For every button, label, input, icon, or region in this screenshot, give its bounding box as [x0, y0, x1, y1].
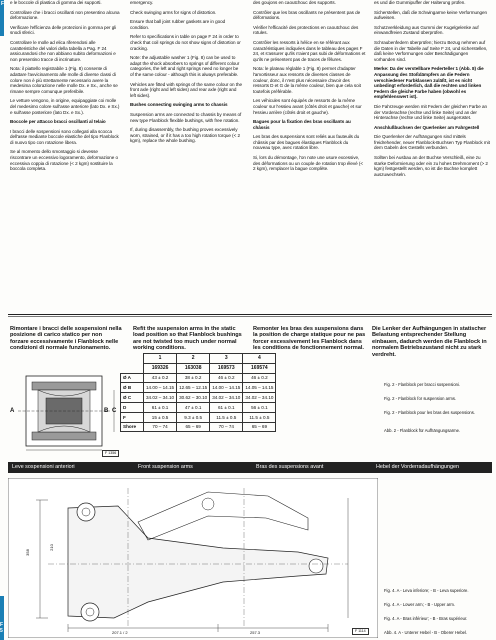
table-col-number: 2	[177, 354, 210, 364]
table-cell: 11.5 ± 0.5	[243, 412, 276, 422]
paragraph: Merke: Da der verstellbare Federteller 1 (Abb. 8) die Anpassung des Stoßdämpfers an die Federn verschiedener Farbklassen zuläßt, ist es nicht unbedingt erforderlich, daß die rechten und linken Federn die gleiche Farbe haben (obwohl es empfehlenswert ist).	[374, 66, 484, 100]
section-heading: Anschlußbuchsen der Querlenker am Fahrgestell	[374, 124, 480, 130]
paragraph: Verificare l'efficienza delle protezioni in gomma per gli snodi sferici.	[10, 24, 117, 36]
paragraph: Sollten bei Ausbau an der Buchse Verschleiß, eine zu starke Deformierung oder ein zu hohes Drehmoment (> 2 kgm) festgestellt werden, so ist die Buchse komplett auszuwechseln.	[374, 155, 488, 177]
paragraph: Suspension arms are connected to chassis by means of new type Flanblock flexible bushings, with free rotation.	[130, 111, 242, 123]
figure-caption: Fig. 2 - Flanblock for suspension arms.	[384, 396, 457, 401]
dim-left: 358	[24, 549, 30, 556]
paragraph: Ensure that ball joint rubber gaskets are in good condition.	[130, 19, 226, 30]
table-code-row	[121, 363, 276, 373]
table-row	[121, 402, 276, 412]
table-cell: 65 – 69	[177, 422, 210, 432]
table-cell: 70 – 74	[210, 422, 243, 432]
table-cell: 46 ± 0.2	[210, 373, 243, 383]
paragraph: Schutzverkleidung aus Gummi der Kugelgelenke auf einwandfreien Zustand überprüfen.	[374, 24, 479, 36]
table-row	[121, 412, 276, 422]
dim-bottom-2: 257.3	[250, 630, 261, 635]
table-cell: 12.65 – 12.15	[177, 383, 210, 393]
table-cell: 43 ± 0.2	[144, 373, 177, 383]
table-col-code: 169574	[243, 363, 276, 373]
paragraph: Si, lors du démontage, l'on note une usure excessive, des déformations ou un couple de rotation trop élevé (< 2 kgm), remplacer la bague complète.	[253, 155, 363, 172]
table-cell: 15 ± 0.5	[144, 412, 177, 422]
figure-tag: F 1114	[352, 628, 369, 635]
bar-title-german: Hebel der Vorderradaufhängungen	[376, 464, 460, 470]
table-col-code: 163038	[177, 363, 210, 373]
table-cell: 34.02 – 34.10	[243, 393, 276, 403]
section-heading: Bagues pour la fixation des bras oscillants au châssis	[253, 119, 351, 130]
mid-title-english: Refit the suspension arms in the static load position so that Flanblock bushings are not twisted too much under normal working conditions.	[133, 326, 242, 352]
bar-title-italian: Leve sospensioni anteriori	[12, 464, 75, 470]
table-row	[121, 373, 276, 383]
paragraph: Note: the adjustable washer 1 (Fig. 8) can be used to adapt the shock absorbers to springs of different colour categories, the left and right springs need no longer be of the same colour - although this is always preferable.	[130, 55, 240, 77]
table-cell: 56 ± 0.1	[243, 402, 276, 412]
paragraph: Vehicles are fitted with springs of the same colour on the front axle (right and left sides) and rear axle (right and left sides).	[130, 81, 243, 98]
table-row	[121, 393, 276, 403]
figure-caption: Abb. 4. A - Unterer Hebel - B - Oberer Hebel.	[384, 630, 468, 635]
page-divider	[8, 314, 492, 315]
column-german	[374, 0, 490, 181]
column-french	[253, 0, 366, 176]
table-cell: 47 ± 0.1	[177, 402, 210, 412]
table-row	[121, 383, 276, 393]
paragraph: Les bras des suspensions sont reliés aux fauteuils du châssis par des bagues élastiques Flanblock du nouveau type, avec rotation libre.	[253, 134, 360, 151]
section-title-bar	[8, 462, 492, 473]
mid-title-french: Remonter les bras des suspensions dans la position de charge statique pour ne pas forcer excessivement les Flanblock dans les conditions de fonctionnement normal.	[253, 326, 366, 352]
table-cell: 65 – 69	[243, 422, 276, 432]
paragraph: If, during disassembly, the bushing proves excessively worn, strained, or if it has a too high rotation torque (< 2 kgm), replace the whole bushing.	[130, 127, 240, 144]
table-row	[121, 422, 276, 432]
table-cell: 30.62 – 30.10	[177, 393, 210, 403]
label-b: B	[104, 408, 109, 414]
figure-caption: Fig. 2 - Flanblock pour les bras des suspensions.	[384, 410, 476, 415]
table-row-label: F	[121, 412, 144, 422]
figure-tag: F 1356	[102, 450, 119, 457]
paragraph: e le boccole di plastica di gomma dei supporti.	[10, 0, 102, 5]
table-row-label: Ø A	[121, 373, 144, 383]
mid-title-german: Die Lenker der Aufhängungen in statischer Belastung entsprechender Stellung einbauen, dadurch werden die Flanblock in normalem Betriebszustand nicht zu stark verdreht.	[372, 326, 487, 358]
paragraph: Contrôler les ressorts à hélice en se référant aux caractéristiques indiquées dans le tableau des pages F 24, et s'assurer qu'ils n'aient pas subi de déformations et qu'ils ne présentent pas de traces de fêlures.	[253, 39, 366, 62]
table-cell: 70 – 74	[144, 422, 177, 432]
paragraph: Controllare le molle ad elica riferendosi alle caratteristiche del valori della tabella a Pag. F 24 assicurandosi che non abbiano subito deformazioni e non presentino tracce di incrinature.	[10, 39, 116, 62]
dim-height: 210	[48, 544, 54, 551]
table-row-label: Ø B	[121, 383, 144, 393]
table-cell: 14.00 – 14.15	[210, 383, 243, 393]
paragraph: Controllare che i bracci oscillanti non presentino alcuna deformazione.	[10, 9, 120, 21]
label-a: A	[10, 408, 15, 414]
table-col-code: 169573	[210, 363, 243, 373]
table-cell: 14.05 – 14.15	[243, 383, 276, 393]
figure-caption: Fig. 2 - Flanblock per bracci sospensioni.	[384, 382, 461, 387]
table-col-number: 4	[243, 354, 276, 364]
paragraph: Check swinging arms for signs of distortion.	[130, 9, 217, 15]
paragraph: Contrôler que les bras oscillants ne présentent pas de déformations.	[253, 9, 361, 21]
section-heading: Boccole per attacco bracci oscillanti al telaio	[10, 119, 106, 125]
label-c: C	[112, 408, 117, 414]
paragraph: emergency.	[130, 0, 154, 5]
paragraph: Se al momento dello smontaggio si devesse riscontrare un eccessivo logoramento, deformazione o eccessiva coppia di rotazione (< 2 kgm) sostituire la boccola completa.	[10, 149, 118, 172]
table-row-label: Ø C	[121, 393, 144, 403]
paragraph: Die Querlenker der Aufhängungen sind mittels freidrehender, neuer Flanblock-Buchsen Typ Flanblock mit dem Gabeln des Gestells verbunden.	[374, 134, 490, 151]
paragraph: Nota: il piattello registrabile 1 (Fig. 8) consente di adattare l'avvicinamento alle molle di diverse classi di colore non è più strettamente necessario avere la medesima colorazione nelle molle Dx. e Sx., anche se rimane sempre comunque preferibile.	[10, 66, 118, 94]
table-cell: 34.02 – 34.10	[210, 393, 243, 403]
edge-letter-top: F	[1, 1, 5, 7]
table-header-row	[121, 354, 276, 364]
figure-caption: Fig. 4. A - Bras inférieur; - B - Bras supérieur.	[384, 616, 468, 621]
bar-title-english: Front suspension arms	[138, 464, 193, 470]
column-italian	[10, 0, 120, 176]
mid-title-italian: Rimontare i bracci delle sospensioni nella posizione di carico statico per non forzare eccessivamente i Flanblock nelle condizioni di normale funzionamento.	[10, 326, 122, 352]
table-col-number: 1	[144, 354, 177, 364]
table-cell: 61 ± 0.1	[210, 402, 243, 412]
column-english	[130, 0, 243, 148]
table-cell: 11.5 ± 0.5	[210, 412, 243, 422]
edge-letter-bottom: F 5	[0, 622, 4, 634]
figure-caption: Fig. 4. A - Lower arm; - B - Upper arm.	[384, 602, 455, 607]
section-heading: Bushes connecting swinging arms to chassis	[130, 102, 228, 108]
paragraph: Refer to specifications in table on page F 24 in order to check that coil springs do not show signs of distortion or cracking.	[130, 34, 241, 51]
bar-title-french: Bras des suspensions avant	[256, 464, 324, 470]
figure-caption: Abb. 2 - Flanblock für Aufhängungsarme.	[384, 428, 461, 433]
paragraph: Nota: le plateau réglable 1 (Fig. 8) permet d'adapter l'amortisseur aux ressorts de diverses classes de couleur, donc, il n'est plus nécessaire d'avoir des ressorts D et G de la même couleur, bien que cela soit toutefois préférable.	[253, 66, 361, 94]
figure-caption: Fig. 4. A - Leva inferiore; - B - Leva superiore.	[384, 588, 469, 593]
table-col-number: 3	[210, 354, 243, 364]
paragraph: Vérifier l'efficacité des protections en caoutchouc des rotules.	[253, 24, 359, 36]
paragraph: I bracci delle sospensioni sono collegati alla scocca dell'asse mediante boccole elastiche del tipo Flanblock di nuovo tipo con rotazione libera.	[10, 128, 119, 145]
table-cell: 46 ± 0.2	[243, 373, 276, 383]
paragraph: Les véhicules sont équipés de ressorts de la même couleur sur l'essieu avant (côtés droit et gauche) et sur l'essieu arrière (côtés droit et gauche).	[253, 98, 362, 115]
dim-bottom-1: 207.1 / 2	[112, 630, 128, 635]
table-cell: 61 ± 0.1	[144, 402, 177, 412]
table-cell: 34.02 – 34.10	[144, 393, 177, 403]
table-col-code: 169326	[144, 363, 177, 373]
flanblock-spec-table	[120, 353, 276, 432]
paragraph: des goujons en caoutchouc des supports.	[253, 0, 336, 5]
paragraph: Sicherstellen, daß die Schwingarme keine Verformungen aufweisen.	[374, 9, 488, 21]
paragraph: Schraubenfedern überprüfen; hierzu Bezug nehmen auf die Daten in der Tabelle auf Seite F 24, und sicherstellen, daß keine Verformungen oder Beschädigungen vorhanden sind.	[374, 39, 488, 62]
table-cell: 9.3 ± 0.5	[177, 412, 210, 422]
table-cell: 38 ± 0.2	[177, 373, 210, 383]
suspension-arm-drawing	[8, 478, 378, 638]
page-divider-thin	[8, 316, 492, 317]
paragraph: Die Fahrzeuge werden mit Federn der gleichen Farbe an der Vorderachse (rechte und linke Seite) und an der Hinterachse (rechte und linke Seite) ausgerüstet.	[374, 103, 488, 121]
table-row-label: Shore	[121, 422, 144, 432]
paragraph: Le vetture vengono, in origine, equipaggiate coi molle del medesimo colore sull'asse anteriore (lato Dx. e Sx.) e sull'asse posteriore (lato Dx. e Sx.).	[10, 98, 120, 115]
paragraph: es und die Gummipuffer der Halterung prüfen.	[374, 0, 466, 5]
table-row-label: D	[121, 402, 144, 412]
table-cell: 14.00 – 14.15	[144, 383, 177, 393]
